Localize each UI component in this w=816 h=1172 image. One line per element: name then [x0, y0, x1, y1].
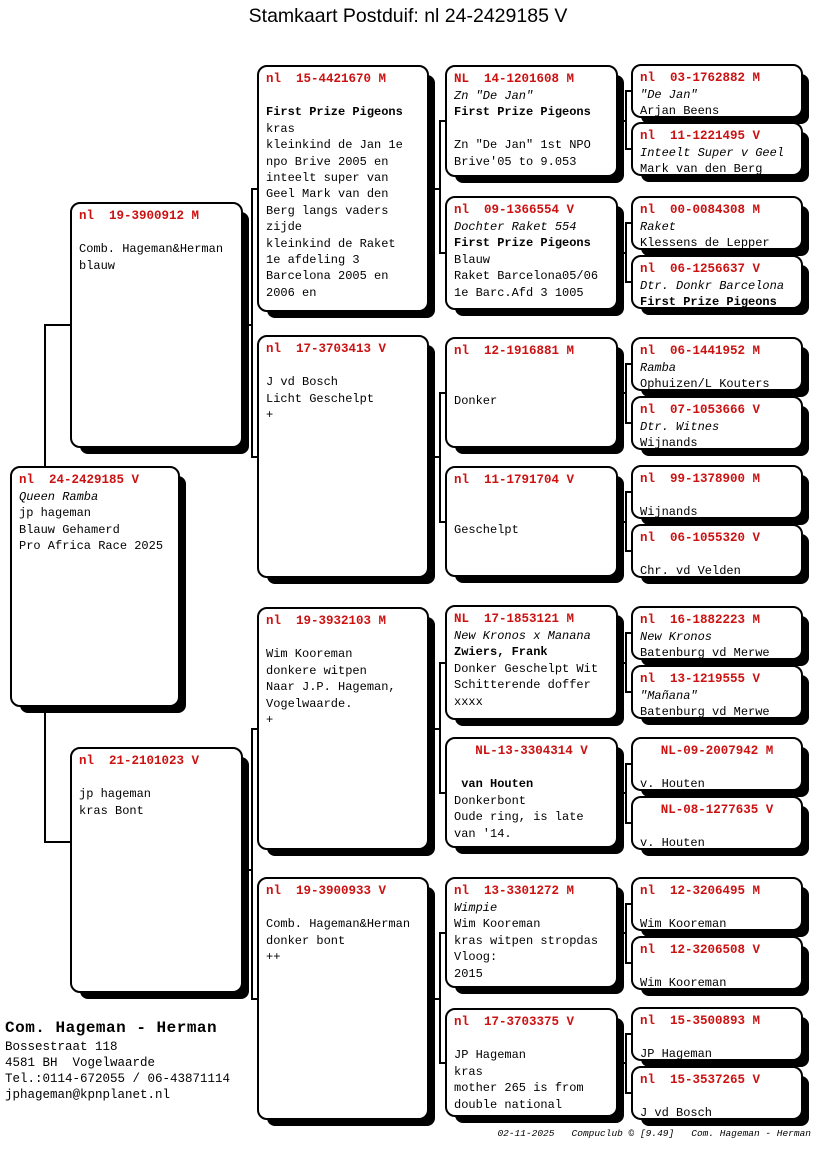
connector-line [625, 962, 631, 964]
pedigree-line: "De Jan" [640, 88, 698, 102]
connector-line [429, 728, 441, 730]
pedigree-line [640, 547, 799, 563]
pedigree-line: blauw [79, 258, 116, 273]
connector-line [44, 324, 70, 326]
pedigree-line: Donker Geschelpt Wit [454, 661, 599, 676]
ring-number: nl 12-1916881 M [454, 344, 575, 358]
pedigree-box [631, 877, 803, 931]
connector-line [439, 932, 445, 934]
pedigree-box [445, 877, 618, 988]
pedigree-box [631, 737, 803, 791]
pedigree-box [257, 335, 429, 578]
pedigree-line: Batenburg vd Merwe [640, 705, 770, 720]
pedigree-line: J vd Bosch [266, 375, 339, 390]
connector-line [618, 252, 627, 254]
pedigree-line [454, 760, 614, 776]
connector-line [439, 120, 445, 122]
ring-number: nl 06-1055320 V [640, 531, 761, 545]
pedigree-line [454, 376, 614, 392]
connector-line [439, 1062, 445, 1064]
pedigree-box [631, 196, 803, 250]
connector-line [251, 456, 257, 458]
pedigree-line: First Prize Pigeons [640, 295, 777, 310]
pedigree-line [454, 1031, 614, 1047]
ring-number: nl 13-3301272 M [454, 884, 575, 898]
pedigree-line: donkere witpen [266, 663, 367, 678]
pedigree-line: kras [266, 121, 295, 136]
pedigree-line: 2015 [454, 966, 483, 981]
pedigree-line [266, 88, 425, 104]
pedigree-line [640, 819, 799, 835]
pedigree-box [10, 466, 180, 707]
pedigree-line [454, 505, 614, 521]
pedigree-line: kras Bont [79, 803, 144, 818]
pedigree-box [631, 936, 803, 990]
connector-line [618, 662, 627, 664]
pedigree-line: v. Houten [640, 777, 705, 792]
connector-line [618, 932, 627, 934]
connector-line [439, 252, 445, 254]
pedigree-line: + [266, 713, 274, 728]
pedigree-line [640, 1089, 799, 1105]
pedigree-line: Ramba [640, 361, 677, 375]
connector-line [625, 763, 627, 824]
pedigree-line: Dochter Raket 554 [454, 220, 577, 234]
pedigree-box [631, 524, 803, 578]
connector-line [618, 521, 627, 523]
pedigree-line: Licht Geschelpt [266, 391, 375, 406]
connector-line [625, 822, 631, 824]
ring-number: nl 03-1762882 M [640, 71, 761, 85]
pedigree-line: jp hageman [19, 506, 92, 521]
pedigree-line: Comb. Hageman&Herman [266, 917, 411, 932]
pedigree-box [445, 65, 618, 177]
pedigree-line: Blauw [454, 252, 491, 267]
pedigree-line: Raket Barcelona05/06 [454, 269, 599, 284]
connector-line [625, 422, 631, 424]
connector-line [44, 707, 46, 843]
connector-line [251, 188, 257, 190]
connector-line [439, 662, 445, 664]
pedigree-box [631, 337, 803, 391]
owner-address [5, 1039, 230, 1103]
pedigree-line: Zn "De Jan" [454, 89, 534, 103]
pedigree-box [631, 396, 803, 450]
connector-line [429, 998, 441, 1000]
pedigree-box [70, 202, 243, 448]
connector-line [439, 521, 445, 523]
ring-number: nl 17-3703413 V [266, 342, 387, 356]
pedigree-line: Donkerbont [454, 793, 527, 808]
pedigree-line: First Prize Pigeons [266, 105, 403, 120]
connector-line [618, 792, 627, 794]
pedigree-line: Zwiers, Frank [454, 645, 548, 660]
pedigree-line: 1e afdeling 3 [266, 253, 360, 268]
pedigree-line: Zn "De Jan" 1st NPO [454, 138, 591, 153]
pedigree-line [640, 959, 799, 975]
pedigree-line: van '14. [454, 826, 512, 841]
connector-line [618, 1062, 627, 1064]
ring-number: nl 24-2429185 V [19, 473, 140, 487]
pedigree-line [640, 1030, 799, 1046]
owner-address-line: Bossestraat 118 [5, 1040, 118, 1054]
connector-line [625, 632, 631, 634]
ring-number: nl 99-1378900 M [640, 472, 761, 486]
pedigree-line: kleinkind de Jan 1e [266, 138, 403, 153]
pedigree-line: New Kronos x Manana [454, 629, 591, 643]
pedigree-line: double national [454, 1097, 563, 1112]
ring-number: nl 19-3900912 M [79, 209, 200, 223]
pedigree-line: kras witpen stropdas [454, 933, 599, 948]
pedigree-line: 1e Barc.Afd 3 1005 [454, 285, 584, 300]
pedigree-line: Comb. Hageman&Herman [79, 242, 224, 257]
ring-number: nl 17-3703375 V [454, 1015, 575, 1029]
pedigree-line: Brive'05 to 9.053 [454, 154, 577, 169]
owner-name: Com. Hageman - Herman [5, 1019, 218, 1037]
ring-number: nl 06-1441952 M [640, 344, 761, 358]
pedigree-line: Wijnands [640, 436, 698, 451]
pedigree-line: xxxx [454, 694, 483, 709]
pedigree-box [445, 196, 618, 310]
pedigree-line: Donker [454, 393, 498, 408]
owner-block [5, 1017, 230, 1103]
ring-number: nl 07-1053666 V [640, 403, 761, 417]
pedigree-box [445, 737, 618, 848]
connector-line [44, 841, 70, 843]
ring-number: nl 21-2101023 V [79, 754, 200, 768]
pedigree-line: First Prize Pigeons [454, 105, 591, 120]
pedigree-box [631, 122, 803, 176]
connector-line [439, 392, 445, 394]
pedigree-line: Chr. vd Velden [640, 564, 741, 579]
owner-address-line: Tel.:0114-672055 / 06-43871114 [5, 1072, 231, 1086]
connector-line [618, 392, 627, 394]
ring-number: nl 15-3500893 M [640, 1014, 761, 1028]
connector-line [429, 188, 441, 190]
connector-line [439, 792, 445, 794]
connector-line [625, 903, 631, 905]
ring-number: nl 15-4421670 M [266, 72, 387, 86]
pedigree-line: Vloog: [454, 950, 498, 965]
pedigree-line [266, 900, 425, 916]
ring-number: nl 16-1882223 M [640, 613, 761, 627]
ring-number: nl 09-1366554 V [454, 203, 575, 217]
pedigree-line: Ophuizen/L Kouters [640, 377, 770, 392]
pedigree-line: First Prize Pigeons [454, 236, 591, 251]
pedigree-line: zijde [266, 220, 303, 235]
pedigree-line: Inteelt Super v Geel [640, 146, 785, 160]
pedigree-line [454, 121, 614, 137]
connector-line [625, 763, 631, 765]
ring-number: nl 15-3537265 V [640, 1073, 761, 1087]
pedigree-line: Oude ring, is late [454, 810, 584, 825]
pedigree-box [631, 665, 803, 719]
pedigree-line [454, 360, 614, 376]
pedigree-line: Barcelona 2005 en [266, 269, 389, 284]
pedigree-box [257, 607, 429, 850]
connector-line [625, 148, 631, 150]
ring-number: NL-09-2007942 M [660, 744, 774, 758]
connector-line [625, 1033, 627, 1094]
pedigree-line: jp hageman [79, 787, 152, 802]
pedigree-line [640, 900, 799, 916]
pedigree-line: Wijnands [640, 505, 698, 520]
pedigree-line: J vd Bosch [640, 1106, 713, 1121]
ring-number: nl 19-3900933 V [266, 884, 387, 898]
pedigree-line: Geel Mark van den [266, 187, 389, 202]
connector-line [251, 728, 257, 730]
pedigree-line: Wimpie [454, 901, 498, 915]
pedigree-line [640, 760, 799, 776]
owner-address-line: jphageman@kpnplanet.nl [5, 1088, 171, 1102]
ring-number: NL 17-1853121 M [454, 612, 575, 626]
page-title: Stamkaart Postduif: nl 24-2429185 V [248, 5, 568, 27]
connector-line [251, 998, 257, 1000]
connector-line [625, 363, 631, 365]
pedigree-line [266, 358, 425, 374]
pedigree-line: Wim Kooreman [640, 976, 727, 991]
ring-number: nl 12-3206508 V [640, 943, 761, 957]
pedigree-line: Pro Africa Race 2025 [19, 539, 164, 554]
pedigree-line: 2006 en [266, 285, 317, 300]
pedigree-line: kleinkind de Raket [266, 236, 396, 251]
pedigree-line: Raket [640, 220, 677, 234]
pedigree-line: npo Brive 2005 en [266, 154, 389, 169]
connector-line [243, 324, 253, 326]
pedigree-line: JP Hageman [454, 1048, 527, 1063]
pedigree-line: Naar J.P. Hageman, [266, 680, 396, 695]
pedigree-box [631, 1007, 803, 1061]
pedigree-box [631, 64, 803, 118]
ring-number: nl 11-1221495 V [640, 129, 761, 143]
connector-line [44, 324, 46, 467]
connector-line [625, 90, 631, 92]
connector-line [625, 1092, 631, 1094]
pedigree-line: Wim Kooreman [266, 647, 353, 662]
pedigree-line: mother 265 is from [454, 1081, 584, 1096]
pedigree-line: Vogelwaarde. [266, 696, 353, 711]
pedigree-line: + [266, 408, 274, 423]
pedigree-line: Arjan Beens [640, 104, 720, 119]
ring-number: nl 11-1791704 V [454, 473, 575, 487]
ring-number: nl 12-3206495 M [640, 884, 761, 898]
pedigree-box [631, 465, 803, 519]
pedigree-line [79, 225, 239, 241]
pedigree-line: ++ [266, 950, 281, 965]
connector-line [251, 728, 253, 1000]
pedigree-line: Queen Ramba [19, 490, 99, 504]
pedigree-box [445, 1008, 618, 1117]
pedigree-line: kras [454, 1064, 483, 1079]
pedigree-line [266, 630, 425, 646]
pedigree-box [257, 65, 429, 312]
pedigree-line: van Houten [454, 777, 534, 792]
ring-number: nl 06-1256637 V [640, 262, 761, 276]
pedigree-line [454, 489, 614, 505]
pedigree-line: v. Houten [640, 836, 705, 851]
pedigree-line: Blauw Gehamerd [19, 522, 120, 537]
pedigree-box [631, 606, 803, 660]
pedigree-line: Geschelpt [454, 522, 519, 537]
connector-line [625, 491, 631, 493]
pedigree-box [631, 1066, 803, 1120]
pedigree-line: Wim Kooreman [454, 917, 541, 932]
pedigree-line: Mark van den Berg [640, 162, 763, 177]
ring-number: NL-08-1277635 V [660, 803, 774, 817]
pedigree-box [70, 747, 243, 993]
connector-line [429, 456, 441, 458]
pedigree-line [640, 488, 799, 504]
pedigree-box [445, 466, 618, 577]
pedigree-line: Wim Kooreman [640, 917, 727, 932]
connector-line [625, 281, 631, 283]
pedigree-line: JP Hageman [640, 1047, 713, 1062]
ring-number: nl 13-1219555 V [640, 672, 761, 686]
owner-address-line: 4581 BH Vogelwaarde [5, 1056, 156, 1070]
pedigree-line: Dtr. Witnes [640, 420, 720, 434]
pedigree-box [631, 255, 803, 309]
pedigree-line: "Mañana" [640, 689, 698, 703]
pedigree-line: inteelt super van [266, 171, 389, 186]
ring-number: NL-13-3304314 V [475, 744, 588, 758]
pedigree-line [79, 770, 239, 786]
pedigree-box [445, 605, 618, 720]
pedigree-box [631, 796, 803, 850]
pedigree-line: Schitterende doffer [454, 678, 591, 693]
pedigree-line: Dtr. Donkr Barcelona [640, 279, 785, 293]
pedigree-box [257, 877, 429, 1120]
connector-line [618, 120, 627, 122]
connector-line [251, 188, 253, 458]
connector-line [243, 869, 253, 871]
connector-line [625, 903, 627, 964]
pedigree-line: New Kronos [640, 630, 713, 644]
connector-line [625, 222, 631, 224]
connector-line [625, 550, 631, 552]
connector-line [625, 1033, 631, 1035]
ring-number: nl 00-0084308 M [640, 203, 761, 217]
pedigree-line: Klessens de Lepper [640, 236, 770, 251]
footer-credit: 02-11-2025 Compuclub © [9.49] Com. Hageman - Herman [497, 1128, 811, 1139]
pedigree-line: Berg langs vaders [266, 203, 389, 218]
connector-line [625, 691, 631, 693]
ring-number: NL 14-1201608 M [454, 72, 575, 86]
connector-line [625, 363, 627, 424]
pedigree-line: donker bont [266, 933, 346, 948]
pedigree-line: Batenburg vd Merwe [640, 646, 770, 661]
pedigree-box [445, 337, 618, 448]
ring-number: nl 19-3932103 M [266, 614, 387, 628]
